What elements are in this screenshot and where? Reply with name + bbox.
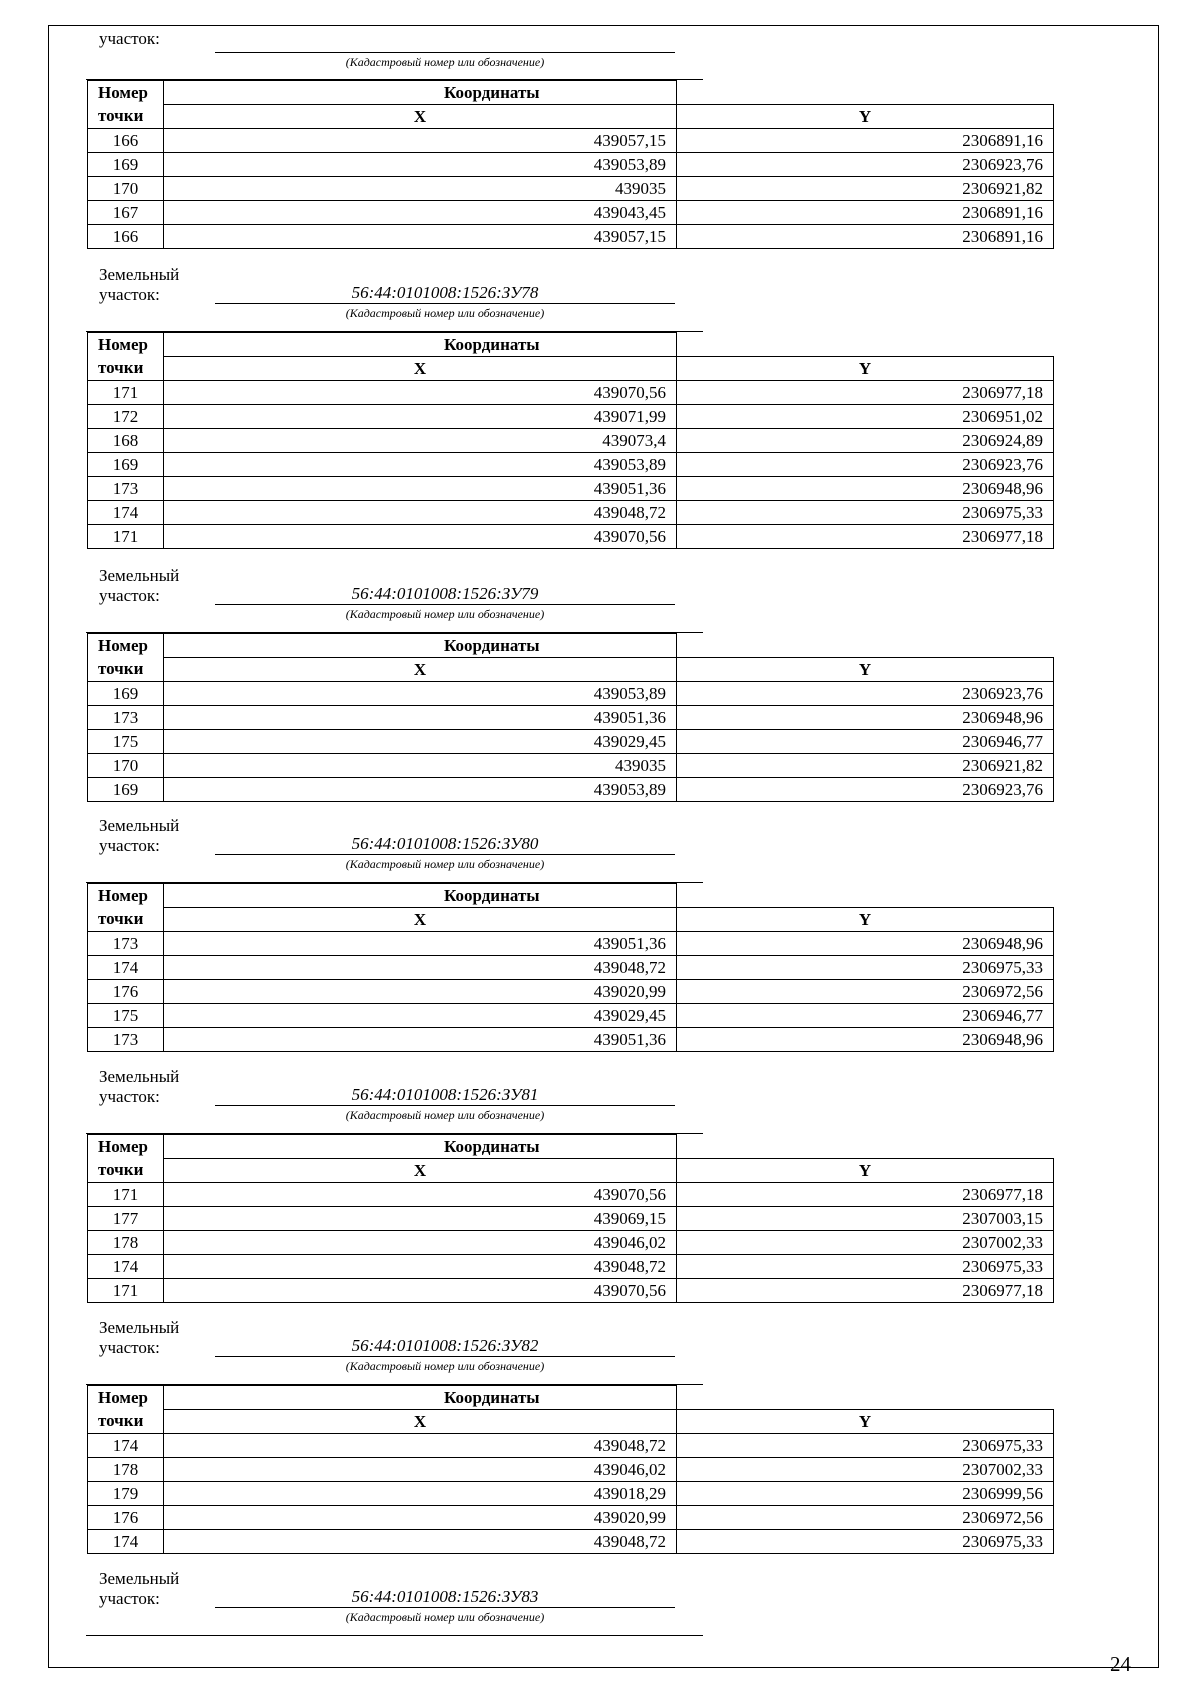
x-coordinate-cell: 439051,36: [164, 706, 677, 730]
x-coordinate-cell: 439020,99: [164, 980, 677, 1004]
land-plot-label: участок:: [99, 29, 160, 48]
header-y: Y: [677, 357, 1054, 381]
table-row: [88, 225, 1054, 249]
header-blank: [677, 1135, 1054, 1159]
x-coordinate-cell: 439073,4: [164, 429, 677, 453]
point-number-cell: 178: [88, 1231, 164, 1255]
x-coordinate-cell: 439051,36: [164, 1028, 677, 1052]
header-blank: [677, 884, 1054, 908]
land-plot-label: Земельный участок:: [99, 816, 180, 855]
y-coordinate-cell: 2306946,77: [677, 1004, 1054, 1028]
y-coordinate-cell: 2306891,16: [677, 201, 1054, 225]
table-row: [88, 177, 1054, 201]
point-number-cell: 173: [88, 706, 164, 730]
table-row: [88, 1231, 1054, 1255]
x-coordinate-cell: 439053,89: [164, 153, 677, 177]
point-number-cell: 174: [88, 501, 164, 525]
table-row: [88, 932, 1054, 956]
cadastral-number: 56:44:0101008:1526:ЗУ80: [215, 833, 675, 855]
header-coordinates: Координаты: [164, 1135, 677, 1159]
cadastral-number: 56:44:0101008:1526:ЗУ83: [215, 1586, 675, 1608]
cadastral-hint: (Кадастровый номер или обозначение): [345, 1108, 545, 1122]
separator-line: [86, 1635, 703, 1636]
land-plot-label: Земельный участок:: [99, 265, 180, 304]
header-x: X: [164, 357, 677, 381]
header-x: X: [164, 1410, 677, 1434]
coordinates-table: [87, 80, 1054, 249]
point-number-cell: 175: [88, 730, 164, 754]
y-coordinate-cell: 2306977,18: [677, 525, 1054, 549]
table-row: [88, 956, 1054, 980]
table-row: [88, 525, 1054, 549]
point-number-cell: 175: [88, 1004, 164, 1028]
coordinates-table: [87, 1385, 1054, 1554]
x-coordinate-cell: 439048,72: [164, 956, 677, 980]
table-row: [88, 1458, 1054, 1482]
point-number-cell: 174: [88, 1434, 164, 1458]
table-row: [88, 1482, 1054, 1506]
y-coordinate-cell: 2307003,15: [677, 1207, 1054, 1231]
table-row: [88, 1434, 1054, 1458]
y-coordinate-cell: 2306924,89: [677, 429, 1054, 453]
x-coordinate-cell: 439051,36: [164, 932, 677, 956]
x-coordinate-cell: 439069,15: [164, 1207, 677, 1231]
table-row: [88, 1506, 1054, 1530]
header-point-number: Номер точки: [88, 333, 164, 381]
cadastral-hint: (Кадастровый номер или обозначение): [345, 55, 545, 69]
cadastral-hint: (Кадастровый номер или обозначение): [345, 607, 545, 621]
x-coordinate-cell: 439048,72: [164, 1434, 677, 1458]
header-y: Y: [677, 658, 1054, 682]
x-coordinate-cell: 439071,99: [164, 405, 677, 429]
header-y: Y: [677, 908, 1054, 932]
cadastral-number: [215, 31, 675, 53]
point-number-cell: 170: [88, 754, 164, 778]
x-coordinate-cell: 439070,56: [164, 1183, 677, 1207]
coordinates-table: [87, 633, 1054, 802]
table-row: [88, 1028, 1054, 1052]
header-point-number: Номер точки: [88, 884, 164, 932]
table-row: [88, 1255, 1054, 1279]
point-number-cell: 171: [88, 525, 164, 549]
point-number-cell: 178: [88, 1458, 164, 1482]
y-coordinate-cell: 2306948,96: [677, 706, 1054, 730]
table-row: [88, 153, 1054, 177]
header-y: Y: [677, 1410, 1054, 1434]
header-point-number: Номер точки: [88, 1386, 164, 1434]
point-number-cell: 166: [88, 129, 164, 153]
header-blank: [677, 81, 1054, 105]
point-number-cell: 169: [88, 682, 164, 706]
header-blank: [677, 333, 1054, 357]
coordinates-table: [87, 332, 1054, 549]
point-number-cell: 173: [88, 1028, 164, 1052]
x-coordinate-cell: 439029,45: [164, 730, 677, 754]
land-plot-label: Земельный участок:: [99, 1318, 180, 1357]
point-number-cell: 174: [88, 1255, 164, 1279]
table-row: [88, 778, 1054, 802]
y-coordinate-cell: 2306891,16: [677, 129, 1054, 153]
x-coordinate-cell: 439043,45: [164, 201, 677, 225]
y-coordinate-cell: 2306923,76: [677, 682, 1054, 706]
header-point-number: Номер точки: [88, 81, 164, 129]
point-number-cell: 169: [88, 153, 164, 177]
x-coordinate-cell: 439048,72: [164, 1255, 677, 1279]
y-coordinate-cell: 2306999,56: [677, 1482, 1054, 1506]
table-row: [88, 501, 1054, 525]
table-row: [88, 477, 1054, 501]
table-row: [88, 1530, 1054, 1554]
table-row: [88, 706, 1054, 730]
x-coordinate-cell: 439051,36: [164, 477, 677, 501]
x-coordinate-cell: 439053,89: [164, 778, 677, 802]
cadastral-number: 56:44:0101008:1526:ЗУ82: [215, 1335, 675, 1357]
x-coordinate-cell: 439018,29: [164, 1482, 677, 1506]
y-coordinate-cell: 2306891,16: [677, 225, 1054, 249]
cadastral-hint: (Кадастровый номер или обозначение): [345, 857, 545, 871]
y-coordinate-cell: 2306923,76: [677, 453, 1054, 477]
table-row: [88, 129, 1054, 153]
y-coordinate-cell: 2306948,96: [677, 932, 1054, 956]
table-row: [88, 429, 1054, 453]
header-coordinates: Координаты: [164, 1386, 677, 1410]
y-coordinate-cell: 2306923,76: [677, 778, 1054, 802]
y-coordinate-cell: 2306972,56: [677, 980, 1054, 1004]
header-blank: [677, 1386, 1054, 1410]
point-number-cell: 167: [88, 201, 164, 225]
point-number-cell: 172: [88, 405, 164, 429]
y-coordinate-cell: 2306975,33: [677, 1530, 1054, 1554]
point-number-cell: 171: [88, 1183, 164, 1207]
point-number-cell: 171: [88, 381, 164, 405]
header-point-number: Номер точки: [88, 634, 164, 682]
point-number-cell: 173: [88, 477, 164, 501]
land-plot-label: Земельный участок:: [99, 566, 180, 605]
x-coordinate-cell: 439048,72: [164, 1530, 677, 1554]
y-coordinate-cell: 2306975,33: [677, 1255, 1054, 1279]
header-coordinates: Координаты: [164, 884, 677, 908]
point-number-cell: 170: [88, 177, 164, 201]
header-point-number: Номер точки: [88, 1135, 164, 1183]
point-number-cell: 169: [88, 778, 164, 802]
header-coordinates: Координаты: [164, 81, 677, 105]
y-coordinate-cell: 2306946,77: [677, 730, 1054, 754]
point-number-cell: 177: [88, 1207, 164, 1231]
point-number-cell: 168: [88, 429, 164, 453]
y-coordinate-cell: 2306948,96: [677, 1028, 1054, 1052]
header-x: X: [164, 658, 677, 682]
y-coordinate-cell: 2306921,82: [677, 177, 1054, 201]
cadastral-hint: (Кадастровый номер или обозначение): [345, 306, 545, 320]
table-row: [88, 453, 1054, 477]
point-number-cell: 169: [88, 453, 164, 477]
point-number-cell: 174: [88, 1530, 164, 1554]
x-coordinate-cell: 439070,56: [164, 1279, 677, 1303]
table-row: [88, 1004, 1054, 1028]
point-number-cell: 166: [88, 225, 164, 249]
x-coordinate-cell: 439029,45: [164, 1004, 677, 1028]
x-coordinate-cell: 439035: [164, 177, 677, 201]
x-coordinate-cell: 439070,56: [164, 381, 677, 405]
x-coordinate-cell: 439057,15: [164, 129, 677, 153]
table-row: [88, 381, 1054, 405]
y-coordinate-cell: 2306977,18: [677, 381, 1054, 405]
page-number: 24: [1110, 1652, 1131, 1676]
header-x: X: [164, 1159, 677, 1183]
table-row: [88, 405, 1054, 429]
y-coordinate-cell: 2306975,33: [677, 956, 1054, 980]
y-coordinate-cell: 2306972,56: [677, 1506, 1054, 1530]
x-coordinate-cell: 439035: [164, 754, 677, 778]
y-coordinate-cell: 2306923,76: [677, 153, 1054, 177]
header-x: X: [164, 105, 677, 129]
y-coordinate-cell: 2306921,82: [677, 754, 1054, 778]
x-coordinate-cell: 439053,89: [164, 453, 677, 477]
coordinates-table: [87, 1134, 1054, 1303]
table-row: [88, 201, 1054, 225]
y-coordinate-cell: 2307002,33: [677, 1231, 1054, 1255]
y-coordinate-cell: 2306977,18: [677, 1279, 1054, 1303]
y-coordinate-cell: 2306948,96: [677, 477, 1054, 501]
table-row: [88, 980, 1054, 1004]
x-coordinate-cell: 439070,56: [164, 525, 677, 549]
point-number-cell: 176: [88, 1506, 164, 1530]
point-number-cell: 171: [88, 1279, 164, 1303]
point-number-cell: 176: [88, 980, 164, 1004]
table-row: [88, 682, 1054, 706]
point-number-cell: 179: [88, 1482, 164, 1506]
y-coordinate-cell: 2306975,33: [677, 501, 1054, 525]
x-coordinate-cell: 439020,99: [164, 1506, 677, 1530]
coordinates-table: [87, 883, 1054, 1052]
x-coordinate-cell: 439048,72: [164, 501, 677, 525]
x-coordinate-cell: 439046,02: [164, 1458, 677, 1482]
cadastral-hint: (Кадастровый номер или обозначение): [345, 1610, 545, 1624]
header-x: X: [164, 908, 677, 932]
cadastral-hint: (Кадастровый номер или обозначение): [345, 1359, 545, 1373]
table-row: [88, 1207, 1054, 1231]
table-row: [88, 1183, 1054, 1207]
cadastral-number: 56:44:0101008:1526:ЗУ79: [215, 583, 675, 605]
x-coordinate-cell: 439046,02: [164, 1231, 677, 1255]
x-coordinate-cell: 439053,89: [164, 682, 677, 706]
header-y: Y: [677, 1159, 1054, 1183]
y-coordinate-cell: 2307002,33: [677, 1458, 1054, 1482]
point-number-cell: 174: [88, 956, 164, 980]
point-number-cell: 173: [88, 932, 164, 956]
cadastral-number: 56:44:0101008:1526:ЗУ81: [215, 1084, 675, 1106]
header-coordinates: Координаты: [164, 333, 677, 357]
land-plot-label: Земельный участок:: [99, 1569, 180, 1608]
table-row: [88, 1279, 1054, 1303]
cadastral-number: 56:44:0101008:1526:ЗУ78: [215, 282, 675, 304]
table-row: [88, 754, 1054, 778]
header-coordinates: Координаты: [164, 634, 677, 658]
header-blank: [677, 634, 1054, 658]
land-plot-label: Земельный участок:: [99, 1067, 180, 1106]
y-coordinate-cell: 2306975,33: [677, 1434, 1054, 1458]
y-coordinate-cell: 2306951,02: [677, 405, 1054, 429]
x-coordinate-cell: 439057,15: [164, 225, 677, 249]
table-row: [88, 730, 1054, 754]
header-y: Y: [677, 105, 1054, 129]
y-coordinate-cell: 2306977,18: [677, 1183, 1054, 1207]
